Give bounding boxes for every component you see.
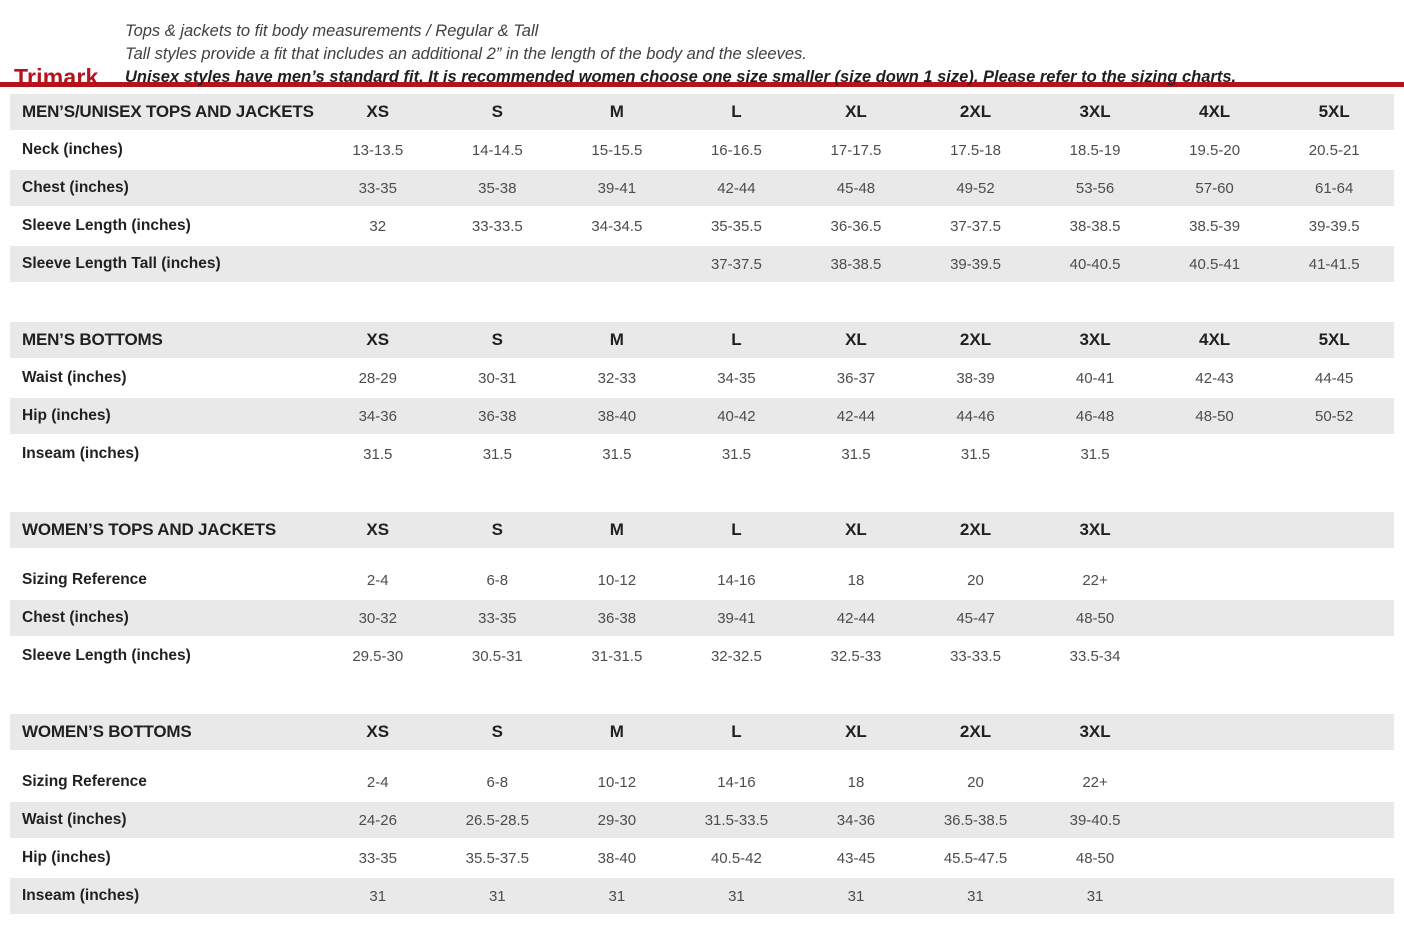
size-value-cell: 31 bbox=[1035, 878, 1155, 914]
size-value-cell: 43-45 bbox=[836, 849, 876, 867]
size-value-cell bbox=[1155, 878, 1275, 914]
size-value-cell: 45.5-47.5 bbox=[943, 849, 1008, 867]
size-value-cell: 18 bbox=[847, 773, 865, 791]
size-column-header: 3XL bbox=[1035, 94, 1155, 130]
size-value-cell: 18.5-19 bbox=[1069, 141, 1121, 159]
size-value-cell: 33-33.5 bbox=[471, 217, 523, 235]
table-header-row bbox=[10, 322, 1394, 358]
size-value-cell: 2-4 bbox=[366, 773, 389, 791]
size-value-cell: 22+ bbox=[1082, 773, 1108, 791]
table-title: WOMEN’S TOPS AND JACKETS bbox=[10, 512, 318, 548]
size-column-header: XS bbox=[318, 714, 438, 750]
size-value-cell bbox=[1155, 840, 1275, 876]
table-row bbox=[10, 170, 1394, 206]
size-value-cell: 37-37.5 bbox=[677, 246, 797, 282]
size-value-cell: 45-47 bbox=[916, 600, 1036, 636]
size-column-header: 3XL bbox=[1035, 512, 1155, 548]
size-column-header: XL bbox=[796, 94, 916, 130]
size-value-cell: 34-36 bbox=[796, 802, 916, 838]
size-value-cell: 35-38 bbox=[438, 170, 558, 206]
row-label: Inseam (inches) bbox=[22, 445, 140, 462]
size-value-cell: 53-56 bbox=[1035, 170, 1155, 206]
size-value-cell: 14-16 bbox=[717, 773, 756, 791]
size-value-cell: 31.5 bbox=[960, 445, 991, 463]
size-value-cell: 42-44 bbox=[796, 600, 916, 636]
size-value-cell: 31.5 bbox=[363, 445, 393, 463]
size-column-header: S bbox=[438, 512, 558, 548]
row-label: Chest (inches) bbox=[10, 600, 318, 636]
size-value-cell: 33-35 bbox=[318, 170, 438, 206]
size-value-cell bbox=[438, 246, 558, 282]
size-column-header: 3XL bbox=[1035, 322, 1155, 358]
intro-line-1: Tops & jackets to fit body measurements / Regular & Tall bbox=[125, 22, 539, 40]
size-column-header bbox=[1155, 714, 1275, 750]
size-column-header: XL bbox=[796, 512, 916, 548]
size-column-header: L bbox=[677, 94, 797, 130]
size-value-cell: 48-50 bbox=[1075, 849, 1115, 867]
size-value-cell: 31.5 bbox=[482, 445, 512, 463]
size-value-cell: 34-34.5 bbox=[591, 217, 643, 235]
size-value-cell: 33.5-34 bbox=[1069, 647, 1121, 665]
size-value-cell: 31 bbox=[438, 878, 558, 914]
table-womens-bottoms bbox=[10, 712, 1394, 916]
size-value-cell: 57-60 bbox=[1155, 170, 1275, 206]
size-column-header: 4XL bbox=[1155, 94, 1275, 130]
size-value-cell: 30-32 bbox=[318, 600, 438, 636]
size-value-cell: 31 bbox=[677, 878, 797, 914]
table-mens-unisex-tops-jackets bbox=[10, 92, 1394, 284]
size-value-cell: 26.5-28.5 bbox=[438, 802, 558, 838]
table-row bbox=[10, 764, 1394, 800]
size-value-cell: 36.5-38.5 bbox=[916, 802, 1036, 838]
size-value-cell: 42-44 bbox=[796, 398, 916, 434]
table-row bbox=[10, 840, 1394, 876]
table-row bbox=[10, 436, 1394, 472]
table-title: MEN’S/UNISEX TOPS AND JACKETS bbox=[10, 94, 318, 130]
header-gap-spacer bbox=[10, 752, 1394, 762]
size-value-cell: 40-42 bbox=[677, 398, 797, 434]
size-column-header: S bbox=[438, 714, 558, 750]
size-value-cell: 50-52 bbox=[1274, 398, 1394, 434]
size-value-cell: 36-38 bbox=[438, 398, 558, 434]
table-row bbox=[10, 562, 1394, 598]
size-column-header: L bbox=[677, 512, 797, 548]
table-title: MEN’S BOTTOMS bbox=[10, 322, 318, 358]
size-value-cell: 13-13.5 bbox=[352, 141, 404, 159]
size-value-cell bbox=[1274, 436, 1394, 472]
size-value-cell: 42-43 bbox=[1195, 369, 1234, 387]
size-value-cell: 22+ bbox=[1082, 571, 1108, 589]
size-value-cell: 31.5-33.5 bbox=[677, 802, 797, 838]
size-column-header bbox=[1274, 714, 1394, 750]
size-column-header: S bbox=[438, 94, 558, 130]
size-value-cell: 32-32.5 bbox=[710, 647, 762, 665]
size-value-cell: 18 bbox=[847, 571, 865, 589]
size-column-header: M bbox=[557, 512, 677, 548]
size-column-header: XS bbox=[318, 322, 438, 358]
row-label: Sleeve Length Tall (inches) bbox=[10, 246, 318, 282]
size-value-cell: 29.5-30 bbox=[352, 647, 404, 665]
row-label: Sizing Reference bbox=[22, 571, 147, 588]
size-value-cell: 14-16 bbox=[717, 571, 756, 589]
table-row bbox=[10, 132, 1394, 168]
size-value-cell: 39-40.5 bbox=[1035, 802, 1155, 838]
size-value-cell bbox=[1274, 562, 1394, 598]
size-value-cell: 45-48 bbox=[796, 170, 916, 206]
table-row bbox=[10, 246, 1394, 282]
header-gap-spacer-cell bbox=[10, 550, 1394, 560]
row-label: Hip (inches) bbox=[10, 398, 318, 434]
table-row bbox=[10, 638, 1394, 674]
size-value-cell: 31 bbox=[318, 878, 438, 914]
row-label: Neck (inches) bbox=[22, 141, 123, 158]
size-value-cell: 38.5-39 bbox=[1189, 217, 1241, 235]
size-value-cell: 32 bbox=[369, 217, 387, 235]
size-column-header: M bbox=[557, 322, 677, 358]
table-row bbox=[10, 802, 1394, 838]
size-column-header: 2XL bbox=[916, 512, 1036, 548]
intro-line-2: Tall styles provide a fit that includes an additional 2” in the length of the body and the sleeves. bbox=[125, 45, 807, 63]
size-column-header: XS bbox=[318, 94, 438, 130]
size-value-cell bbox=[1155, 562, 1275, 598]
size-value-cell: 34-35 bbox=[717, 369, 756, 387]
size-value-cell: 39-39.5 bbox=[916, 246, 1036, 282]
size-value-cell: 15-15.5 bbox=[591, 141, 643, 159]
size-column-header: XS bbox=[318, 512, 438, 548]
size-column-header: L bbox=[677, 322, 797, 358]
size-column-header: M bbox=[557, 714, 677, 750]
intro-line-3: Unisex styles have men’s standard fit. It is recommended women choose one size smaller (size down 1 size). Please refer to the sizing charts. bbox=[125, 68, 1237, 86]
size-column-header: 2XL bbox=[916, 322, 1036, 358]
header-gap-spacer bbox=[10, 550, 1394, 560]
size-value-cell: 31-31.5 bbox=[591, 647, 643, 665]
size-value-cell: 20 bbox=[967, 571, 984, 589]
size-value-cell: 41-41.5 bbox=[1274, 246, 1394, 282]
size-value-cell: 40.5-42 bbox=[710, 849, 762, 867]
size-value-cell: 31.5 bbox=[721, 445, 752, 463]
size-value-cell: 36-37 bbox=[836, 369, 876, 387]
size-value-cell: 40-40.5 bbox=[1035, 246, 1155, 282]
size-value-cell: 31.5 bbox=[602, 445, 632, 463]
size-column-header: 4XL bbox=[1155, 322, 1275, 358]
size-value-cell bbox=[1274, 878, 1394, 914]
row-label: Waist (inches) bbox=[22, 369, 127, 386]
size-value-cell: 2-4 bbox=[366, 571, 389, 589]
size-value-cell: 36-36.5 bbox=[830, 217, 882, 235]
table-row bbox=[10, 600, 1394, 636]
size-value-cell: 24-26 bbox=[318, 802, 438, 838]
table-header-row bbox=[10, 94, 1394, 130]
size-value-cell: 33-35 bbox=[438, 600, 558, 636]
size-value-cell: 32.5-33 bbox=[830, 647, 882, 665]
size-column-header: XL bbox=[796, 714, 916, 750]
size-value-cell: 31.5 bbox=[841, 445, 871, 463]
size-value-cell: 38-38.5 bbox=[1069, 217, 1121, 235]
row-label: Sleeve Length (inches) bbox=[22, 647, 191, 664]
size-value-cell: 16-16.5 bbox=[710, 141, 762, 159]
table-row bbox=[10, 878, 1394, 914]
size-value-cell bbox=[1274, 600, 1394, 636]
header-gap-spacer-cell bbox=[10, 752, 1394, 762]
size-value-cell: 6-8 bbox=[486, 571, 509, 589]
size-value-cell: 14-14.5 bbox=[471, 141, 523, 159]
size-value-cell: 35-35.5 bbox=[710, 217, 762, 235]
size-value-cell: 38-40 bbox=[597, 849, 637, 867]
size-value-cell: 32-33 bbox=[597, 369, 637, 387]
tables-container bbox=[0, 92, 1404, 916]
size-value-cell: 31 bbox=[557, 878, 677, 914]
size-value-cell: 20.5-21 bbox=[1308, 141, 1360, 159]
size-column-header: 5XL bbox=[1274, 322, 1394, 358]
size-value-cell: 39-41 bbox=[677, 600, 797, 636]
size-value-cell bbox=[1155, 802, 1275, 838]
size-column-header: XL bbox=[796, 322, 916, 358]
size-value-cell: 6-8 bbox=[486, 773, 509, 791]
size-value-cell bbox=[1274, 764, 1394, 800]
size-value-cell: 44-46 bbox=[916, 398, 1036, 434]
row-label: Chest (inches) bbox=[10, 170, 318, 206]
table-row bbox=[10, 208, 1394, 244]
size-value-cell: 40.5-41 bbox=[1155, 246, 1275, 282]
size-column-header: M bbox=[557, 94, 677, 130]
size-value-cell: 49-52 bbox=[916, 170, 1036, 206]
size-value-cell bbox=[1155, 600, 1275, 636]
size-value-cell bbox=[1155, 436, 1275, 472]
size-value-cell: 46-48 bbox=[1035, 398, 1155, 434]
size-value-cell: 44-45 bbox=[1315, 369, 1354, 387]
size-column-header: 3XL bbox=[1035, 714, 1155, 750]
brand-logo: Trimark bbox=[14, 64, 99, 90]
size-value-cell bbox=[1274, 840, 1394, 876]
size-value-cell: 34-36 bbox=[318, 398, 438, 434]
size-value-cell bbox=[318, 246, 438, 282]
size-value-cell: 29-30 bbox=[557, 802, 677, 838]
size-value-cell: 28-29 bbox=[358, 369, 397, 387]
size-value-cell: 20 bbox=[967, 773, 984, 791]
size-value-cell: 31 bbox=[796, 878, 916, 914]
size-column-header: S bbox=[438, 322, 558, 358]
size-value-cell: 31 bbox=[916, 878, 1036, 914]
size-value-cell: 61-64 bbox=[1274, 170, 1394, 206]
size-value-cell: 39-41 bbox=[557, 170, 677, 206]
row-label: Sleeve Length (inches) bbox=[22, 217, 191, 234]
size-value-cell: 39-39.5 bbox=[1308, 217, 1360, 235]
size-column-header: 5XL bbox=[1274, 94, 1394, 130]
size-column-header: 2XL bbox=[916, 94, 1036, 130]
table-header-row bbox=[10, 512, 1394, 548]
size-value-cell: 30.5-31 bbox=[471, 647, 523, 665]
size-value-cell bbox=[1274, 638, 1394, 674]
table-womens-tops-jackets bbox=[10, 510, 1394, 676]
size-value-cell: 10-12 bbox=[597, 571, 637, 589]
size-value-cell: 31.5 bbox=[1080, 445, 1110, 463]
size-value-cell bbox=[1274, 802, 1394, 838]
table-header-row bbox=[10, 714, 1394, 750]
size-value-cell: 38-40 bbox=[557, 398, 677, 434]
size-column-header bbox=[1155, 512, 1275, 548]
page-header bbox=[0, 0, 1404, 90]
row-label: Waist (inches) bbox=[10, 802, 318, 838]
table-title: WOMEN’S BOTTOMS bbox=[10, 714, 318, 750]
size-value-cell: 17-17.5 bbox=[830, 141, 882, 159]
row-label: Inseam (inches) bbox=[10, 878, 318, 914]
table-row bbox=[10, 398, 1394, 434]
size-value-cell: 40-41 bbox=[1075, 369, 1115, 387]
size-value-cell: 35.5-37.5 bbox=[465, 849, 530, 867]
size-value-cell: 48-50 bbox=[1155, 398, 1275, 434]
size-value-cell: 30-31 bbox=[478, 369, 517, 387]
intro-notes bbox=[125, 20, 1390, 89]
size-column-header: L bbox=[677, 714, 797, 750]
size-value-cell bbox=[1155, 638, 1275, 674]
size-value-cell: 37-37.5 bbox=[950, 217, 1001, 235]
size-value-cell: 42-44 bbox=[677, 170, 797, 206]
size-value-cell bbox=[557, 246, 677, 282]
size-column-header bbox=[1274, 512, 1394, 548]
table-row bbox=[10, 360, 1394, 396]
size-value-cell: 17.5-18 bbox=[950, 141, 1001, 159]
size-value-cell: 38-39 bbox=[956, 369, 995, 387]
size-value-cell: 36-38 bbox=[557, 600, 677, 636]
size-value-cell bbox=[1155, 764, 1275, 800]
row-label: Sizing Reference bbox=[22, 773, 147, 790]
size-value-cell: 48-50 bbox=[1035, 600, 1155, 636]
size-value-cell: 38-38.5 bbox=[796, 246, 916, 282]
size-value-cell: 19.5-20 bbox=[1189, 141, 1241, 159]
table-mens-bottoms bbox=[10, 320, 1394, 474]
size-value-cell: 33-33.5 bbox=[950, 647, 1001, 665]
size-value-cell: 10-12 bbox=[597, 773, 637, 791]
size-column-header: 2XL bbox=[916, 714, 1036, 750]
row-label: Hip (inches) bbox=[22, 849, 111, 866]
size-value-cell: 33-35 bbox=[358, 849, 397, 867]
